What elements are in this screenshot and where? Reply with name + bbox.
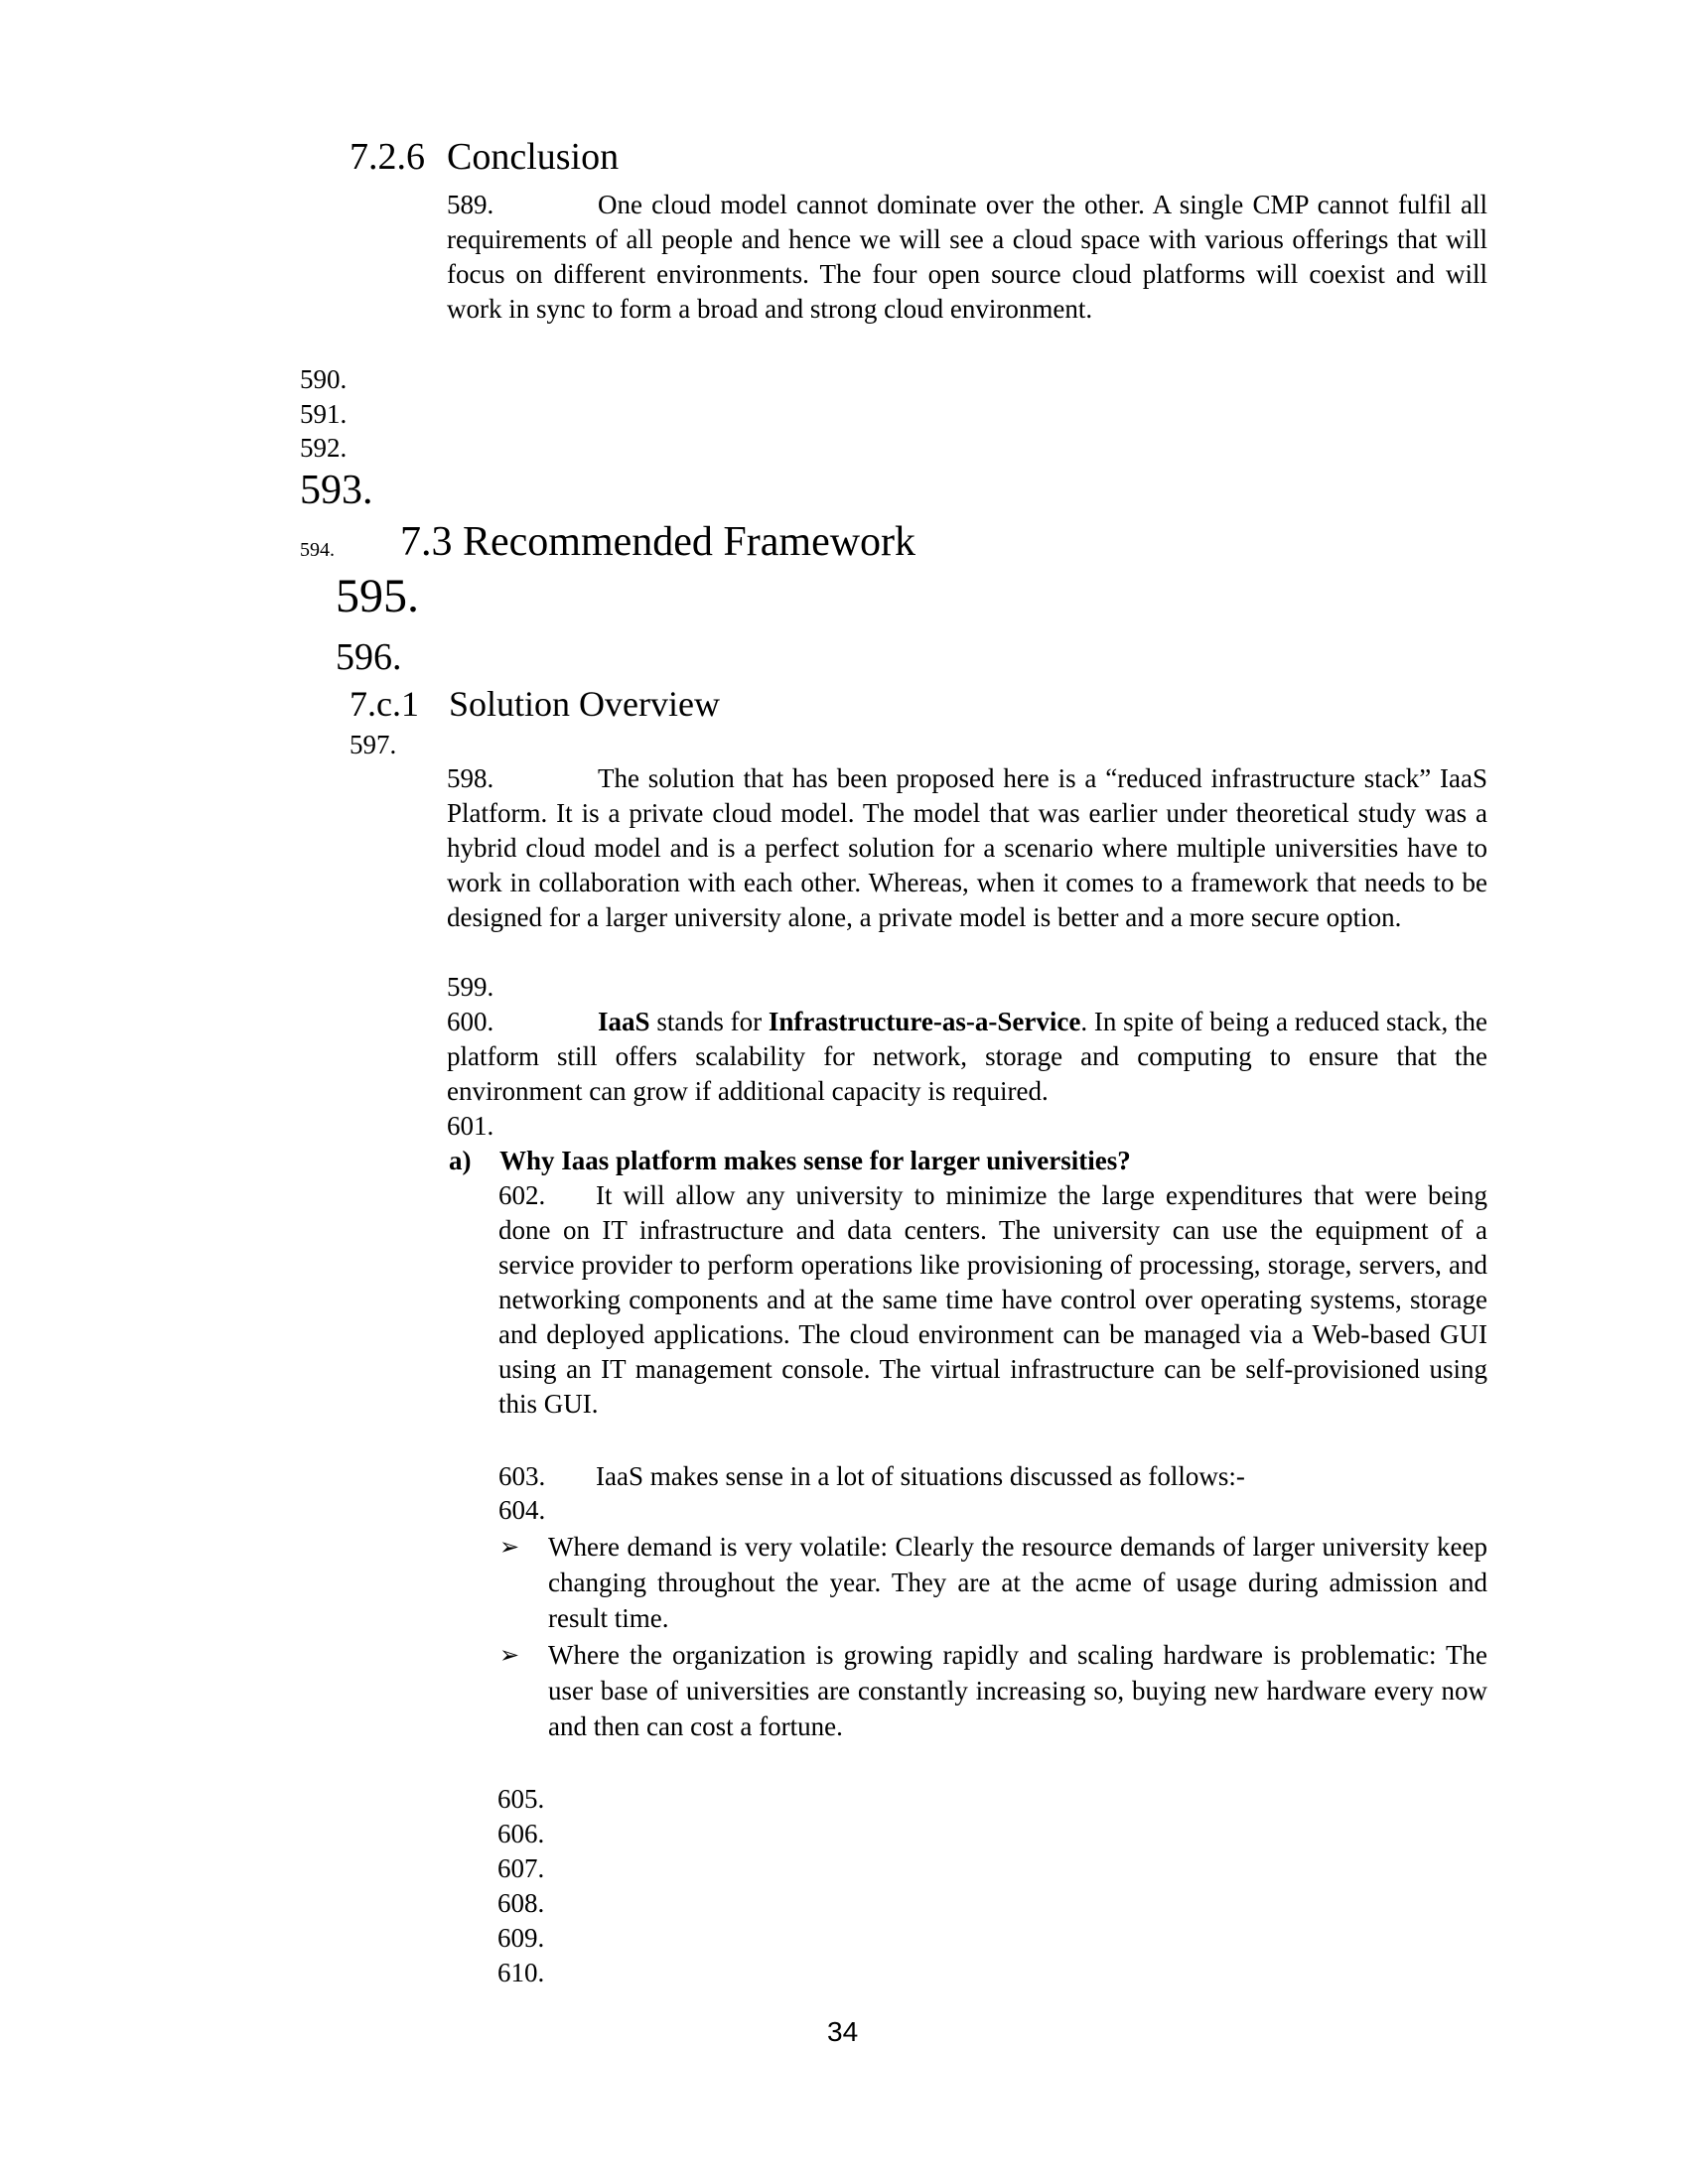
line-number-610: 610. — [497, 1958, 545, 1987]
section-heading-7-2-6 — [350, 134, 425, 180]
line-number-595: 595. — [336, 570, 419, 622]
list-marker-a: a) — [449, 1146, 472, 1175]
line-number-593: 593. — [300, 468, 373, 513]
paragraph-number: 598. — [447, 763, 494, 793]
term-iaas: IaaS — [598, 1007, 650, 1036]
bullet-item — [499, 1529, 1487, 1636]
line-number-594: 594. — [300, 539, 335, 561]
subheading-why-iaas: Why Iaas platform makes sense for larger universities? — [499, 1146, 1131, 1175]
section-title: Conclusion — [447, 136, 620, 178]
page-number: 34 — [827, 2016, 859, 2047]
paragraph-number: 602. — [498, 1180, 546, 1210]
line-number-590: 590. — [300, 364, 348, 394]
line-number-605: 605. — [497, 1784, 545, 1814]
arrow-bullet-icon: ➢ — [499, 1533, 520, 1561]
line-number-604: 604. — [498, 1495, 546, 1525]
line-number-597: 597. — [350, 730, 397, 759]
line-number-591: 591. — [300, 399, 348, 429]
subsection-title: Solution Overview — [449, 684, 720, 724]
paragraph-text-rest: . In spite of being a reduced stack, the platform still offers scalability for network, storage and computing to ensure that the environment can grow if additional capacity is required. — [447, 1007, 1488, 1106]
line-number-596: 596. — [336, 636, 402, 678]
paragraph-text: IaaS makes sense in a lot of situations discussed as follows:- — [596, 1461, 1245, 1491]
bullet-text: Where demand is very volatile: Clearly the resource demands of larger university keep changing throughout the year. They are at the acme of usage during admission and result time. — [548, 1532, 1487, 1633]
line-number-606: 606. — [497, 1819, 545, 1848]
bullet-text: Where the organization is growing rapidly and scaling hardware is problematic: The user base of universities are constantly increasing so, buying new hardware every now and then can cost a fortune. — [548, 1640, 1487, 1741]
paragraph-598 — [447, 761, 1487, 935]
line-number-608: 608. — [497, 1888, 545, 1918]
line-number-607: 607. — [497, 1853, 545, 1883]
paragraph-589 — [447, 188, 1487, 327]
paragraph-number: 603. — [498, 1461, 546, 1491]
paragraph-number: 600. — [447, 1007, 494, 1036]
line-number-599: 599. — [447, 972, 494, 1002]
paragraph-602 — [498, 1178, 1487, 1422]
line-number-592: 592. — [300, 433, 348, 463]
paragraph-603 — [498, 1459, 1245, 1494]
line-number-609: 609. — [497, 1923, 545, 1953]
paragraph-text: One cloud model cannot dominate over the other. A single CMP cannot fulfil all requirements of all people and hence we will see a cloud space with various offerings that will focus on different environments. The four open source cloud platforms will coexist and will work in sync to form a broad and strong cloud environment. — [447, 190, 1487, 324]
paragraph-600 — [447, 1005, 1487, 1109]
section-heading-7-3: 7.3 Recommended Framework — [400, 519, 916, 565]
term-infrastructure-as-a-service: Infrastructure-as-a-Service — [768, 1007, 1081, 1036]
paragraph-text: It will allow any university to minimize the large expenditures that were being done on IT infrastructure and data centers. The university can use the equipment of a service provider to perform operations like provisioning of processing, storage, servers, and networking components and at the same time have control over operating systems, storage and deployed applications. The cloud environment can be managed via a Web-based GUI using an IT management console. The virtual infrastructure can be self-provisioned using this GUI. — [498, 1180, 1487, 1419]
paragraph-text: The solution that has been proposed here is a “reduced infrastructure stack” IaaS Platform. It is a private cloud model. The model that was earlier under theoretical study was a hybrid cloud model and is a perfect solution for a scenario where multiple universities have to work in collaboration with each other. Whereas, when it comes to a framework that needs to be designed for a larger university alone, a private model is better and a more secure option. — [447, 763, 1487, 932]
line-number-601: 601. — [447, 1111, 494, 1141]
section-number: 7.2.6 — [350, 136, 425, 178]
arrow-bullet-icon: ➢ — [499, 1641, 520, 1669]
subsection-number: 7.c.1 — [350, 684, 419, 724]
bullet-item — [499, 1637, 1487, 1744]
paragraph-text-mid: stands for — [649, 1007, 769, 1036]
paragraph-number: 589. — [447, 190, 494, 219]
